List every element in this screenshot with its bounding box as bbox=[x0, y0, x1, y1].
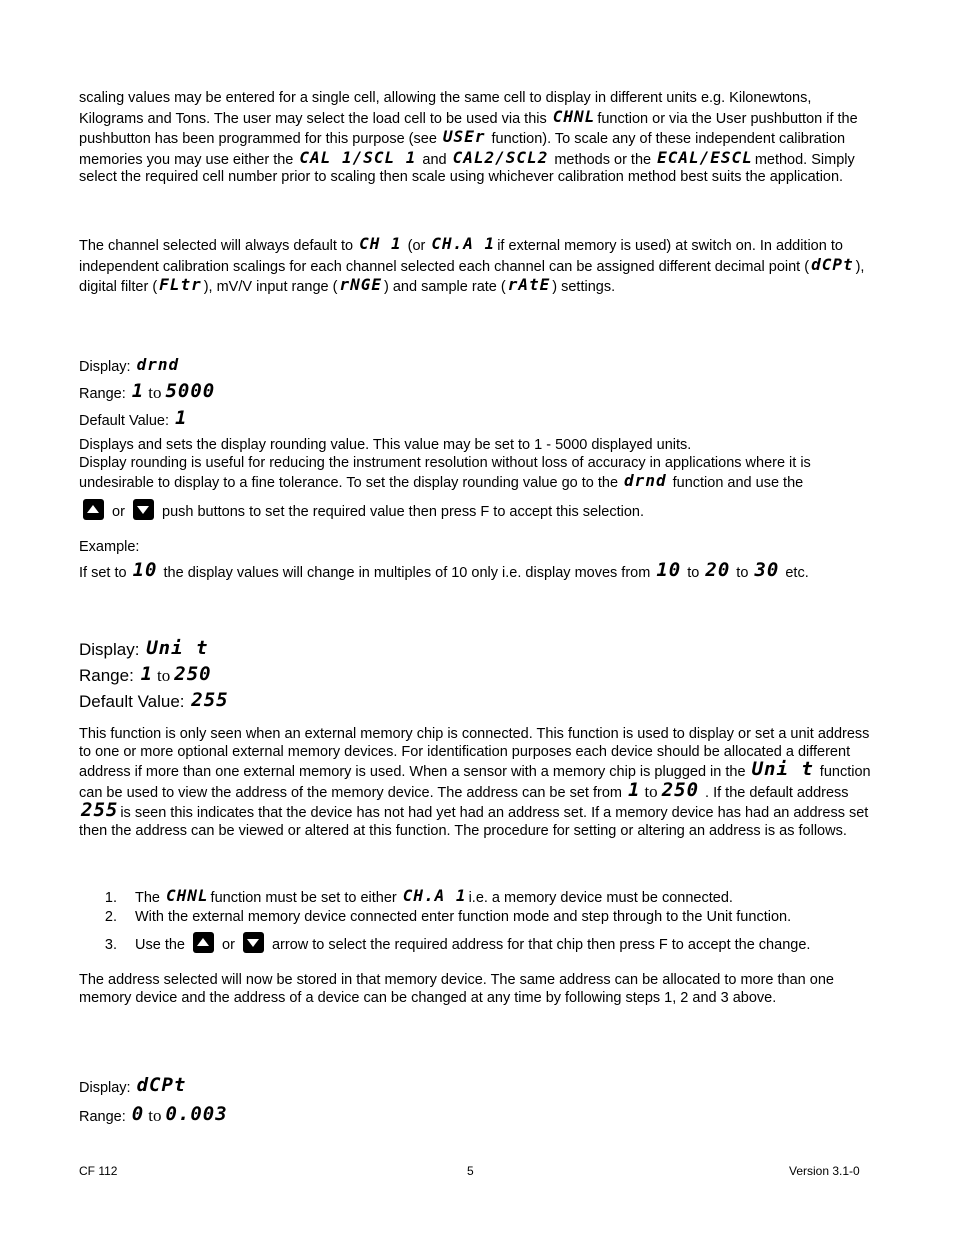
intro-paragraph-1: scaling values may be entered for a single cell, allowing the same cell to display in different units e.g. Kilonewtons, Kilograms and Tons. The user may select the load cell to be used via this CHNL function or via the User pushbutton if the pushbutton has been programmed for this purpose (see USEr function). To scale any of these independent calibration memories you may use either the CAL 1/SCL 1 and CAL2/SCL2 methods or the ECAL/ESCL method. Simply select the required cell number prior to scaling then scale using whichever calibration method best suits the application. bbox=[79, 90, 858, 185]
unit-description: This function is only seen when an external memory chip is connected. This function is used to display or set a unit address to one or more optional external memory devices. For identification purposes each device should be allocated a different address if more than one external memory is used. When a sensor with a memory chip is plugged in the Uni t function can be used to view the address of the memory device. The address can be set from 1 to 250 . If the default address 255 is seen this indicates that the device has not had yet had an address set. If a memory device has had an address set then the address can be viewed or altered at this function. The procedure for setting or altering an address is as follows. bbox=[79, 726, 871, 839]
unit-summary: The address selected will now be stored in that memory device. The same address can be allocated to more than one memory device and the address of a device can be changed at any time by following steps 1, 2 and 3 above. bbox=[79, 972, 834, 1006]
dcpt-display-row: Display: dCPt bbox=[79, 1074, 187, 1096]
cal2-scl2-code: CAL2/SCL2 bbox=[452, 147, 549, 167]
down-arrow-button-icon bbox=[133, 499, 154, 520]
drnd-example: Example: If set to 10 the display values will change in multiples of 10 only i.e. display moves from 10 to 20 to 30 etc. bbox=[79, 539, 809, 581]
unit-display-row: Display: Uni t bbox=[79, 637, 209, 659]
drnd-default-row: Default Value: 1 bbox=[79, 407, 188, 429]
ch1-code: CH 1 bbox=[359, 234, 402, 253]
list-item: 1. The CHNL function must be set to either CH.A 1 i.e. a memory device must be connected. bbox=[121, 887, 879, 908]
fltr-code: FLtr bbox=[159, 275, 202, 294]
user-code: USEr bbox=[442, 127, 486, 146]
up-arrow-button-icon bbox=[193, 932, 214, 953]
intro-paragraph-2: The channel selected will always default to CH 1 (or CH.A 1 if external memory is used) at switch on. In addition to independent calibration scalings for each channel selected each channel can be assigned different decimal point ( dCPt ), digital filter ( FLtr ), mV/V input range ( rNGE ) and sample rate ( rAtE ) settings. bbox=[79, 234, 865, 295]
drnd-description: Displays and sets the display rounding value. This value may be set to 1 - 5000 displayed units. Display rounding is useful for reducing the instrument resolution without loss of accuracy in applications where it is undesirable to display to a fine tolerance. To set the display rounding value go to the drnd function and use the or push buttons to set the required value then press F to accept this selection. bbox=[79, 437, 811, 520]
footer-version: Version 3.1-0 bbox=[789, 1164, 860, 1178]
list-item: 3. Use the or arrow to select the required address for that chip then press F to accept the change. bbox=[121, 932, 879, 955]
dcpt-code: dCPt bbox=[811, 254, 854, 274]
list-item: 2. With the external memory device connected enter function mode and step through to the Unit function. bbox=[121, 909, 879, 927]
ecal-escl-code: ECAL/ESCL bbox=[657, 147, 753, 167]
unit-default-row: Default Value: 255 bbox=[79, 689, 229, 711]
rate-code: rAtE bbox=[507, 275, 551, 294]
footer-left: CF 112 bbox=[79, 1164, 118, 1178]
cal1-scl1-code: CAL 1/SCL 1 bbox=[299, 147, 417, 167]
unit-spec bbox=[79, 636, 879, 714]
unit-range-row: Range: 1 to 250 bbox=[79, 663, 212, 685]
chnl-code: CHNL bbox=[552, 106, 596, 126]
up-arrow-button-icon bbox=[83, 499, 104, 520]
dcpt-range-row: Range: 0 to 0.003 bbox=[79, 1103, 228, 1125]
cha1-code: CH.A 1 bbox=[431, 234, 496, 253]
drnd-display-row: Display: drnd bbox=[79, 355, 180, 375]
drnd-spec bbox=[79, 353, 879, 433]
down-arrow-button-icon bbox=[243, 932, 264, 953]
unit-steps bbox=[79, 887, 879, 956]
rnge-code: rNGE bbox=[339, 275, 383, 294]
dcpt-spec bbox=[79, 1072, 879, 1130]
drnd-range-row: Range: 1 to 5000 bbox=[79, 380, 216, 402]
footer-page-number: 5 bbox=[467, 1164, 474, 1178]
